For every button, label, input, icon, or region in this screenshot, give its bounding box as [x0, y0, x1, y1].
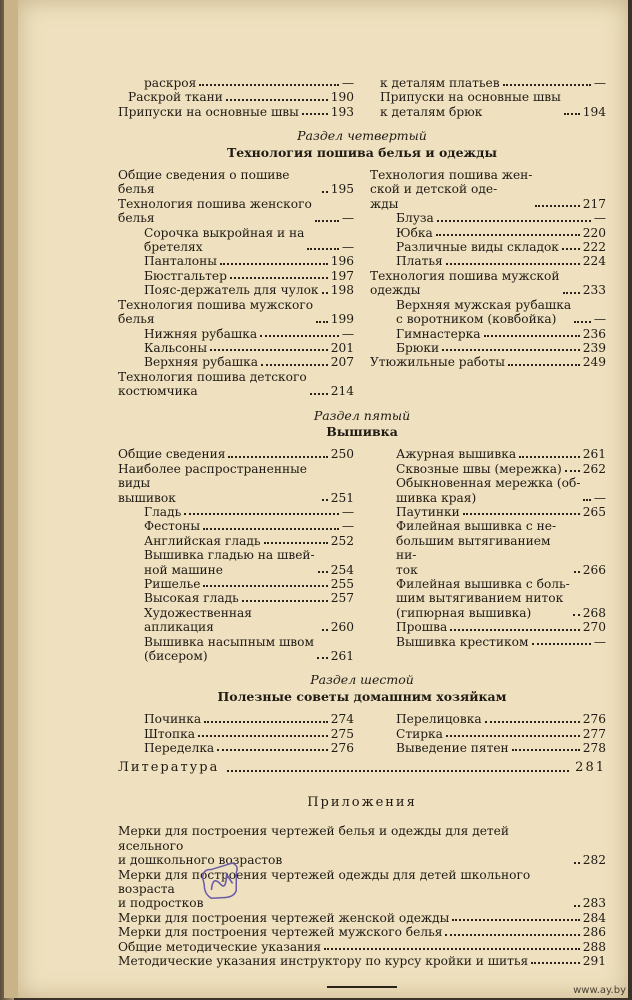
dot-leader — [228, 456, 327, 458]
page-number: 276 — [330, 741, 354, 756]
toc-entry — [370, 476, 606, 505]
entry-title: Общие сведения — [118, 447, 226, 462]
page-number: 239 — [582, 340, 606, 355]
section-label: Раздел четвертый — [297, 128, 427, 144]
page-number: 255 — [330, 577, 354, 591]
dot-leader — [446, 735, 580, 737]
page-number: 196 — [330, 254, 354, 269]
dot-leader — [199, 84, 338, 86]
page-number: 254 — [330, 562, 354, 577]
dot-leader — [503, 84, 591, 86]
toc-entry — [370, 355, 606, 369]
table-of-contents — [118, 76, 606, 988]
literature-entry — [118, 761, 606, 775]
toc-entry — [370, 240, 606, 254]
dot-leader — [446, 263, 580, 265]
dot-leader — [204, 721, 328, 723]
toc-entry — [370, 341, 606, 355]
page-number: 250 — [330, 447, 354, 462]
dot-leader — [217, 749, 328, 751]
page-number: 286 — [582, 925, 606, 940]
toc-entry — [118, 462, 354, 505]
dot-leader — [310, 393, 328, 395]
dot-leader — [574, 321, 591, 323]
toc-entry — [118, 327, 354, 341]
toc-entry — [118, 548, 354, 577]
dot-leader — [203, 528, 339, 530]
entry-title: Ажурная вышивка — [396, 447, 517, 462]
entry-title: раскроя — [144, 76, 197, 90]
entry-title: Общие методические указания — [118, 939, 322, 954]
dot-leader — [562, 248, 580, 250]
dot-leader — [315, 220, 339, 222]
dot-leader — [532, 643, 591, 645]
appendix-entry — [118, 824, 606, 867]
toc-entry — [118, 341, 354, 355]
entry-title: Панталоны — [144, 254, 217, 269]
dot-leader — [574, 571, 580, 573]
page-number: 207 — [330, 355, 354, 370]
toc-entry — [370, 254, 606, 268]
toc-entry — [118, 727, 354, 741]
dot-leader — [322, 629, 328, 631]
dot-leader — [203, 585, 327, 587]
toc-entry — [370, 90, 606, 119]
appendix-entry — [118, 925, 606, 939]
entry-title: Методические указания инструктору по курсу кройки и шитья — [118, 953, 529, 968]
page-number: 274 — [330, 712, 354, 727]
entry-title: Технология пошива мужского белья — [118, 297, 314, 327]
toc-entry — [118, 90, 354, 104]
dot-leader — [508, 364, 580, 366]
entry-title: Юбка — [396, 225, 433, 240]
toc-entry — [118, 105, 354, 119]
page-number: 260 — [330, 620, 354, 635]
page-number: 197 — [330, 268, 354, 283]
entry-title: к деталям платьев — [380, 76, 500, 90]
entry-title: Выведение пятен — [396, 741, 509, 756]
page-number: 193 — [330, 104, 354, 119]
page-number: — — [341, 76, 354, 90]
page-number: 233 — [582, 283, 606, 298]
page-number: — — [593, 211, 606, 226]
dot-leader — [210, 349, 328, 351]
entry-title: Вышивка гладью на швей- ной машине — [144, 548, 315, 577]
entry-title: Сорочка выкройная и на бретелях — [144, 225, 305, 255]
dot-leader — [563, 292, 580, 294]
entry-title: Починка — [144, 712, 202, 727]
dot-leader — [264, 542, 328, 544]
page-number: 194 — [582, 104, 606, 119]
section-columns — [118, 76, 606, 119]
dot-leader — [519, 456, 580, 458]
library-stamp — [196, 858, 243, 905]
toc-entry — [118, 355, 354, 369]
appendix-entry — [118, 868, 606, 911]
entry-title: Кальсоны — [144, 340, 208, 355]
page-number: 266 — [582, 562, 606, 577]
entry-title: Филейная вышивка с не- большим вытягиванием ни- ток — [396, 519, 557, 577]
dot-leader — [463, 513, 580, 515]
toc-entry — [370, 269, 606, 298]
appendix-title: Приложения — [307, 794, 417, 810]
page-number: — — [341, 240, 354, 255]
page-number: 251 — [330, 490, 354, 505]
entry-title: Пояс-держатель для чулок — [144, 283, 319, 298]
page-number: — — [593, 76, 606, 90]
section-columns — [118, 712, 606, 755]
toc-entry — [118, 635, 354, 664]
left-column — [118, 168, 354, 399]
page-number: — — [341, 211, 354, 226]
appendix-entry — [118, 911, 606, 925]
toc-entry — [118, 76, 354, 90]
page-number: 261 — [330, 649, 354, 664]
toc-entry — [370, 298, 606, 327]
dot-leader — [452, 919, 579, 921]
toc-entry — [118, 226, 354, 255]
page-number: 288 — [582, 939, 606, 954]
page-number: 217 — [582, 196, 606, 211]
entry-title: Переделка — [144, 741, 215, 756]
toc-entry — [370, 741, 606, 755]
entry-title: Прошва — [396, 620, 448, 635]
dot-leader — [322, 499, 328, 501]
toc-entry — [118, 269, 354, 283]
section-title: Полезные советы домашним хозяйкам — [217, 688, 507, 704]
entry-title: Стирка — [396, 726, 443, 741]
page-number: 190 — [330, 90, 354, 105]
section-title: Вышивка — [326, 423, 398, 439]
dot-leader — [565, 470, 580, 472]
entry-title: Вышивка насыпным швом (бисером) — [144, 634, 314, 664]
watermark: www.ay.by — [573, 985, 626, 996]
page-number: 195 — [330, 182, 354, 197]
toc-entry — [370, 505, 606, 519]
left-column — [118, 447, 354, 663]
section-columns — [118, 168, 606, 399]
page-number: 222 — [582, 240, 606, 255]
entry-title: Ришелье — [144, 577, 201, 591]
toc-entry — [118, 298, 354, 327]
left-column — [118, 712, 354, 755]
toc-entry — [118, 254, 354, 268]
dot-leader — [322, 292, 328, 294]
page-number: 278 — [582, 741, 606, 756]
right-column — [370, 712, 606, 755]
entry-title: Мерки для построения чертежей одежды для детей школьного возраста и подростков — [118, 867, 531, 911]
left-column — [118, 76, 354, 119]
entry-title: Перелицовка — [396, 712, 482, 727]
page-number: — — [593, 312, 606, 327]
toc-entry — [118, 168, 354, 197]
entry-title: Нижняя рубашка — [144, 326, 258, 341]
dot-leader — [442, 349, 580, 351]
dot-leader — [512, 749, 580, 751]
toc-entry — [118, 712, 354, 726]
page-number: 249 — [582, 355, 606, 370]
page-number: 257 — [330, 591, 354, 606]
dot-leader — [307, 248, 338, 250]
page-number: 236 — [582, 326, 606, 341]
dot-leader — [220, 263, 328, 265]
dot-leader — [242, 600, 328, 602]
dot-leader — [564, 113, 580, 115]
appendix-entry — [118, 954, 606, 968]
entry-title: Мерки для построения чертежей белья и одежды для детей ясельного и дошкольного возрастов — [118, 824, 509, 868]
entry-title: Филейная вышивка с боль- шим вытягиванием ниток (гипюрная вышивка) — [396, 577, 570, 620]
page-number: — — [341, 519, 354, 534]
page-number: — — [593, 490, 606, 505]
appendix-list — [118, 824, 606, 968]
toc-entry — [118, 505, 354, 519]
entry-title: Платья — [396, 254, 443, 269]
entry-title: Сквозные швы (мережка) — [396, 461, 562, 476]
toc-entry — [118, 591, 354, 605]
toc-entry — [118, 519, 354, 533]
page-number: 214 — [330, 384, 354, 399]
dot-leader — [198, 735, 328, 737]
toc-entry — [370, 226, 606, 240]
entry-title: Мерки для построения чертежей мужского белья — [118, 925, 443, 940]
toc-entry — [370, 620, 606, 634]
toc-entry — [118, 577, 354, 591]
page-number: — — [341, 504, 354, 519]
page-number: 198 — [330, 283, 354, 298]
toc-entry — [118, 197, 354, 226]
dot-leader — [316, 321, 328, 323]
dot-leader — [230, 277, 328, 279]
entry-title: Литература — [118, 760, 220, 776]
toc-entry — [370, 577, 606, 620]
dot-leader — [227, 770, 569, 772]
entry-title: Вышивка крестиком — [396, 634, 529, 649]
entry-title: Паутинки — [396, 504, 460, 519]
toc-entry — [370, 327, 606, 341]
entry-title: Фестоны — [144, 519, 201, 534]
entry-title: Верхняя мужская рубашка с воротником (ковбойка) — [396, 297, 572, 327]
toc-entry — [118, 606, 354, 635]
page-number: 281 — [575, 760, 606, 776]
dot-leader — [322, 191, 328, 193]
page-number: 270 — [582, 620, 606, 635]
page-number: — — [341, 326, 354, 341]
right-column — [370, 168, 606, 399]
page-number: 276 — [582, 712, 606, 727]
dot-leader — [573, 614, 580, 616]
entry-title: Обыкновенная мережка (об- шивка края) — [396, 476, 581, 505]
toc-entry — [370, 462, 606, 476]
dot-leader — [535, 205, 579, 207]
page-number: 201 — [330, 340, 354, 355]
page-number: 283 — [582, 896, 606, 911]
entry-title: Раскрой ткани — [128, 90, 223, 105]
entry-title: Общие сведения о пошиве белья — [118, 168, 290, 197]
entry-title: Припуски на основные швы к деталям брюк — [380, 90, 561, 119]
toc-entry — [370, 168, 606, 211]
page-number: 261 — [582, 447, 606, 462]
page-number: 224 — [582, 254, 606, 269]
toc-entry — [370, 211, 606, 225]
entry-title: Утюжильные работы — [370, 355, 505, 370]
section-label: Раздел пятый — [313, 407, 411, 423]
dot-leader — [302, 113, 328, 115]
toc-entry — [370, 447, 606, 461]
page-number: 268 — [582, 605, 606, 620]
entry-title: Наиболее распространенные виды вышивок — [118, 461, 308, 505]
toc-entry — [370, 519, 606, 577]
page-number: 282 — [582, 853, 606, 868]
dot-leader — [484, 335, 580, 337]
entry-title: Технология пошива детского костюмчика — [118, 369, 307, 399]
dot-leader — [260, 335, 339, 337]
toc-entry — [118, 534, 354, 548]
section-columns — [118, 447, 606, 663]
toc-entry — [370, 712, 606, 726]
entry-title: Художественная апликация — [144, 605, 252, 635]
page-number: 277 — [582, 726, 606, 741]
toc-entry — [118, 741, 354, 755]
page-number: 291 — [582, 953, 606, 968]
section-label: Раздел шестой — [310, 672, 414, 688]
toc-entry — [370, 727, 606, 741]
toc-entry — [118, 370, 354, 399]
page-number: 199 — [330, 312, 354, 327]
toc-entry — [370, 635, 606, 649]
dot-leader — [226, 99, 328, 101]
entry-title: Различные виды складок — [396, 240, 559, 255]
dot-leader — [317, 657, 328, 659]
dot-leader — [574, 862, 580, 864]
appendix-entry — [118, 940, 606, 954]
page-number: 220 — [582, 225, 606, 240]
section-title: Технология пошива белья и одежды — [226, 144, 498, 160]
entry-title: Припуски на основные швы — [118, 104, 299, 119]
toc-entry — [118, 283, 354, 297]
entry-title: Штопка — [144, 726, 195, 741]
toc-entry — [370, 76, 606, 90]
entry-title: Технология пошива женского белья — [118, 196, 312, 226]
page-number: 275 — [330, 726, 354, 741]
entry-title: Верхняя рубашка — [144, 355, 259, 370]
toc-entry — [118, 447, 354, 461]
page-number: 284 — [582, 910, 606, 925]
dot-leader — [583, 499, 590, 501]
dot-leader — [574, 905, 580, 907]
entry-title: Высокая гладь — [144, 591, 239, 606]
dot-leader — [184, 513, 339, 515]
right-column — [370, 447, 606, 663]
entry-title: Брюки — [396, 340, 440, 355]
entry-title: Мерки для построения чертежей женской одежды — [118, 910, 450, 925]
right-column — [370, 76, 606, 119]
dot-leader — [324, 948, 580, 950]
dot-leader — [261, 364, 328, 366]
dot-leader — [437, 220, 591, 222]
dot-leader — [318, 571, 328, 573]
dot-leader — [445, 934, 579, 936]
page-number: 262 — [582, 461, 606, 476]
end-rule — [327, 986, 397, 988]
dot-leader — [450, 629, 580, 631]
entry-title: Технология пошива мужской одежды — [370, 268, 560, 298]
page-number: — — [593, 634, 606, 649]
entry-title: Блуза — [396, 211, 434, 226]
dot-leader — [531, 962, 580, 964]
page-number: 252 — [330, 533, 354, 548]
entry-title: Бюстгальтер — [144, 268, 227, 283]
dot-leader — [485, 721, 580, 723]
entry-title: Гимнастерка — [396, 326, 481, 341]
page-number: 265 — [582, 504, 606, 519]
dot-leader — [436, 234, 580, 236]
entry-title: Английская гладь — [144, 533, 261, 548]
entry-title: Технология пошива жен- ской и детской оде- жды — [370, 168, 533, 211]
entry-title: Гладь — [144, 504, 182, 519]
